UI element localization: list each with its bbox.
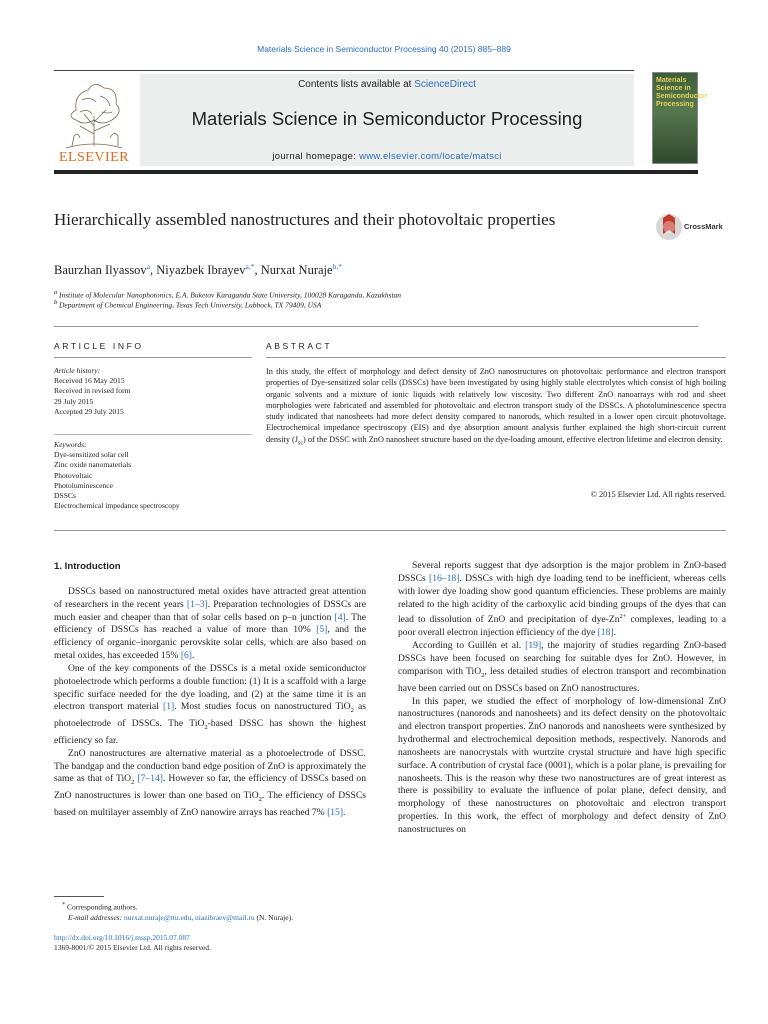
keyword: DSSCs xyxy=(54,491,76,501)
text-run: . Preparation technologies of DSSCs are much easier and cheaper than that of solar cells based on p–n junction xyxy=(54,598,366,623)
author-name: Nurxat Nuraje xyxy=(260,263,333,278)
text-run: , less detailed studies of electron transport and recombination have been carried out on DSSCs based on ZnO nanostructures. xyxy=(398,665,726,694)
text-run: . xyxy=(192,650,195,662)
subscript: 2 xyxy=(481,671,485,679)
text-run: . xyxy=(343,806,346,818)
affiliation-marker: a xyxy=(54,289,58,296)
divider xyxy=(266,357,726,358)
text-run: . DSSCs with high dye loading tend to be inefficient, whereas cells with lower dye loading show good quantum efficiencies. These problems are mainly related to the high acidity of the carboxylic acid binding groups of the dyes that can lead to dissolution of ZnO and precipitation of dye-Zn xyxy=(398,572,726,626)
article-info-heading: ARTICLE INFO xyxy=(54,341,144,351)
footnote-corresponding xyxy=(54,900,384,913)
article-title: Hierarchically assembled nanostructures and their photovoltaic properties xyxy=(54,210,556,229)
superscript: 2+ xyxy=(619,613,627,621)
divider xyxy=(54,326,698,327)
subscript: 2 xyxy=(350,707,354,715)
body-paragraph xyxy=(54,586,366,663)
text-run: . Most studies focus on nanostructured TiO xyxy=(174,701,351,713)
keywords-label: Keywords: xyxy=(54,440,87,449)
citation-link[interactable]: [15] xyxy=(327,806,344,818)
author-name: Niyazbek Ibrayev xyxy=(156,263,246,278)
email-link[interactable]: niazibraev@mail.ru xyxy=(195,912,255,922)
citation-link[interactable]: [16–18] xyxy=(429,572,460,584)
citation-link[interactable]: [1–3] xyxy=(186,598,208,610)
divider xyxy=(54,434,252,435)
citation-link[interactable]: [5] xyxy=(316,624,328,636)
journal-homepage-link[interactable]: www.elsevier.com/locate/matsci xyxy=(359,151,502,162)
text-run: . The efficiency of DSSCs based on multilayer assembly of ZnO nanowire arrays has reached 7% xyxy=(54,790,366,818)
keyword: Photovoltaic xyxy=(54,470,93,480)
footnote xyxy=(54,900,384,923)
citation-link[interactable]: [19] xyxy=(525,640,542,652)
affiliation-text: Department of Chemical Engineering, Texas Tech University, Lubbock, TX 79409, USA xyxy=(59,300,322,310)
elsevier-wordmark: ELSEVIER xyxy=(58,150,130,165)
author-affiliation-link[interactable]: a xyxy=(146,262,151,271)
history-item: Received 16 May 2015 xyxy=(54,376,125,386)
keyword: Photoluminescence xyxy=(54,480,114,490)
text-run: DSSCs based on nanostructured metal oxides have attracted great attention of researchers in the recent years xyxy=(54,585,366,610)
journal-homepage-line xyxy=(140,151,634,162)
body-paragraph xyxy=(54,748,366,820)
body-column-left xyxy=(54,560,366,820)
contents-prefix: Contents lists available at xyxy=(298,79,415,90)
citation-link[interactable]: [4] xyxy=(334,611,346,623)
history-label: Article history: xyxy=(54,366,101,375)
keywords xyxy=(54,440,254,511)
sciencedirect-link[interactable]: ScienceDirect xyxy=(414,79,476,90)
text-run: , the majority of studies regarding ZnO-based DSSCs have been focused on searching for suitable dyes for ZnO. However, in comparison with TiO xyxy=(398,640,726,677)
doi-link[interactable]: http://dx.doi.org/10.1016/j.mssp.2015.07.087 xyxy=(54,933,190,942)
keyword: Zinc oxide nanomaterials xyxy=(54,460,132,470)
body-column-right xyxy=(398,560,726,837)
corresponding-label: Corresponding authors. xyxy=(67,902,138,912)
citation-link[interactable]: [1] xyxy=(163,701,175,713)
history-item: 29 July 2015 xyxy=(54,396,94,406)
text-run: . xyxy=(613,627,616,639)
abstract-text xyxy=(266,366,726,450)
email-separator: , xyxy=(191,912,196,922)
body-paragraph: In this paper, we studied the effect of morphology of low-dimensional ZnO nanostructures (nanorods and nanosheets) and its defect density on the photovoltaic and electron transport properties. ZnO nanorods and nanosheets were synthesized by hydrothermal and electrochemical deposition methods, respectively. Nanorods and nanosheets are nanocrystals with wurtzite crystal structure and have high specific surface. A contribution of crystal face (0001), which is a polar plane, is prevailing for nanosheets. This is the reason why these two nanostructures are of great interest as there is possibility to evaluate the influence of polar plane, defect density, and morphology of these nanostructures on photovoltaic and electron transport properties. In this work, the effect of morphology and defect density of ZnO nanostructures on xyxy=(398,695,726,835)
history-item: Accepted 29 July 2015 xyxy=(54,406,124,416)
author-list xyxy=(54,262,342,278)
crossmark-icon xyxy=(655,210,685,244)
footnote-emails xyxy=(54,913,384,923)
text-run: . However so far, the efficiency of DSSCs based on ZnO nanostructures is lower than one based on TiO xyxy=(54,773,366,802)
subscript: 2 xyxy=(258,796,262,804)
keyword: Dye-sensitized solar cell xyxy=(54,450,129,460)
subscript: 2 xyxy=(131,779,135,787)
text-run: -based DSSC has shown the highest efficiency so far. xyxy=(54,718,366,746)
divider xyxy=(54,357,252,358)
text-run: as photoelectrode of DSSCs. The TiO xyxy=(54,701,367,730)
crossmark-badge[interactable] xyxy=(655,210,727,244)
author-affiliation-link[interactable]: a,* xyxy=(245,262,255,271)
email-label: E-mail addresses: xyxy=(68,912,124,922)
abstract-heading: ABSTRACT xyxy=(266,341,333,351)
author-affiliation-link[interactable]: b,* xyxy=(332,262,342,271)
text-run: According to Guillén et al. xyxy=(412,640,526,652)
citation-link[interactable]: [7–14] xyxy=(137,773,163,785)
journal-reference-link[interactable]: Materials Science in Semiconductor Processing 40 (2015) 885–889 xyxy=(257,44,511,54)
affiliation-marker: b xyxy=(54,299,58,306)
author-separator: , xyxy=(254,263,261,278)
keyword: Electrochemical impedance spectroscopy xyxy=(54,501,180,511)
journal-cover-thumbnail[interactable] xyxy=(652,72,707,164)
author-name: Baurzhan Ilyassov xyxy=(54,263,147,278)
author-separator: , xyxy=(150,263,157,278)
history-item: Received in revised form xyxy=(54,386,131,396)
email-suffix: (N. Nuraje). xyxy=(254,912,293,922)
issn-copyright: 1369-8001/© 2015 Elsevier Ltd. All rights reserved. xyxy=(54,943,211,952)
header-rule-top xyxy=(54,70,634,71)
crossmark-label: CrossMark xyxy=(684,222,723,231)
subscript: 2 xyxy=(204,724,208,732)
abstract-part: ) of the DSSC with ZnO nanosheet structure based on the dye-loading amount, effective electron lifetime and electron density. xyxy=(303,434,723,444)
abstract-part: In this study, the effect of morphology and defect density of ZnO nanostructures on photovoltaic performance and electron transport properties of Dye-sensitized solar cells (DSSCs) have been investigated by using highly stable electrolytes which consist of high boiling organic solvents and a mixture of ionic liquids with relatively low viscosity. Two different ZnO nanoarrays with rod and sheet morphologies were fabricated and assembled for photovoltaic and electron transport study of the DSSCs. A photoluminescence spectra study indicated that nanosheets had more defect density compared to nanorods, which resulted in a lower open circuit photovoltage. Electrochemical impedance spectroscopy (EIS) and dye absorption amount analysis further explained the high short-circuit current density (J xyxy=(266,367,726,444)
text-run: Several reports suggest that dye adsorption is the major problem in ZnO-based DSSCs xyxy=(398,560,726,584)
homepage-prefix: journal homepage: xyxy=(272,151,360,162)
abstract-subscript: sc xyxy=(298,440,304,447)
citation-link[interactable]: [18] xyxy=(597,627,614,639)
footnote-marker: * xyxy=(62,901,66,908)
divider xyxy=(54,530,726,531)
footnote-rule xyxy=(54,896,104,897)
doi-block xyxy=(54,933,211,953)
text-run: complexes, leading to a poor overall electron injection efficiency of the dye xyxy=(398,614,726,639)
article-history xyxy=(54,366,254,417)
section-heading: 1. Introduction xyxy=(54,561,121,572)
text-run: ZnO nanostructures are alternative material as a photoelectrode of DSSC. The bandgap and the conduction band edge position of ZnO is approximately the same as that of TiO xyxy=(54,747,366,785)
contents-line xyxy=(140,79,634,90)
header-rule-bottom xyxy=(54,170,698,174)
text-run: . The efficiency of DSSCs has reached a value of more than 10% xyxy=(54,611,366,636)
text-run: , and the efficiency of organic–inorganic perovskite solar cells, which are also based on metal oxides, has exceeded 15% xyxy=(54,624,366,662)
abstract-copyright: © 2015 Elsevier Ltd. All rights reserved. xyxy=(590,490,726,499)
email-link[interactable]: nurxat.nuraje@ttu.edu xyxy=(123,912,192,922)
affiliation-a xyxy=(54,289,401,300)
cover-title: Materials Science in Semiconductor Processing xyxy=(656,77,707,108)
body-paragraph xyxy=(54,663,366,748)
body-paragraph xyxy=(398,640,726,695)
text-run: One of the key components of the DSSCs is a metal oxide semiconductor photoelectrode which performs a double function: (1) It is a scaffold with a large specific surface needed for the dye loading, and (2) at the same time it is an electron transport material xyxy=(54,662,366,713)
journal-title: Materials Science in Semiconductor Processing xyxy=(191,108,583,129)
body-paragraph xyxy=(398,560,726,640)
citation-link[interactable]: [6] xyxy=(180,650,192,662)
affiliation-b xyxy=(54,299,321,310)
affiliation-text: Institute of Molecular Nanophotonics, E.A. Buketov Karaganda State University, 100028 Karaganda, Kazakhstan xyxy=(59,290,402,300)
